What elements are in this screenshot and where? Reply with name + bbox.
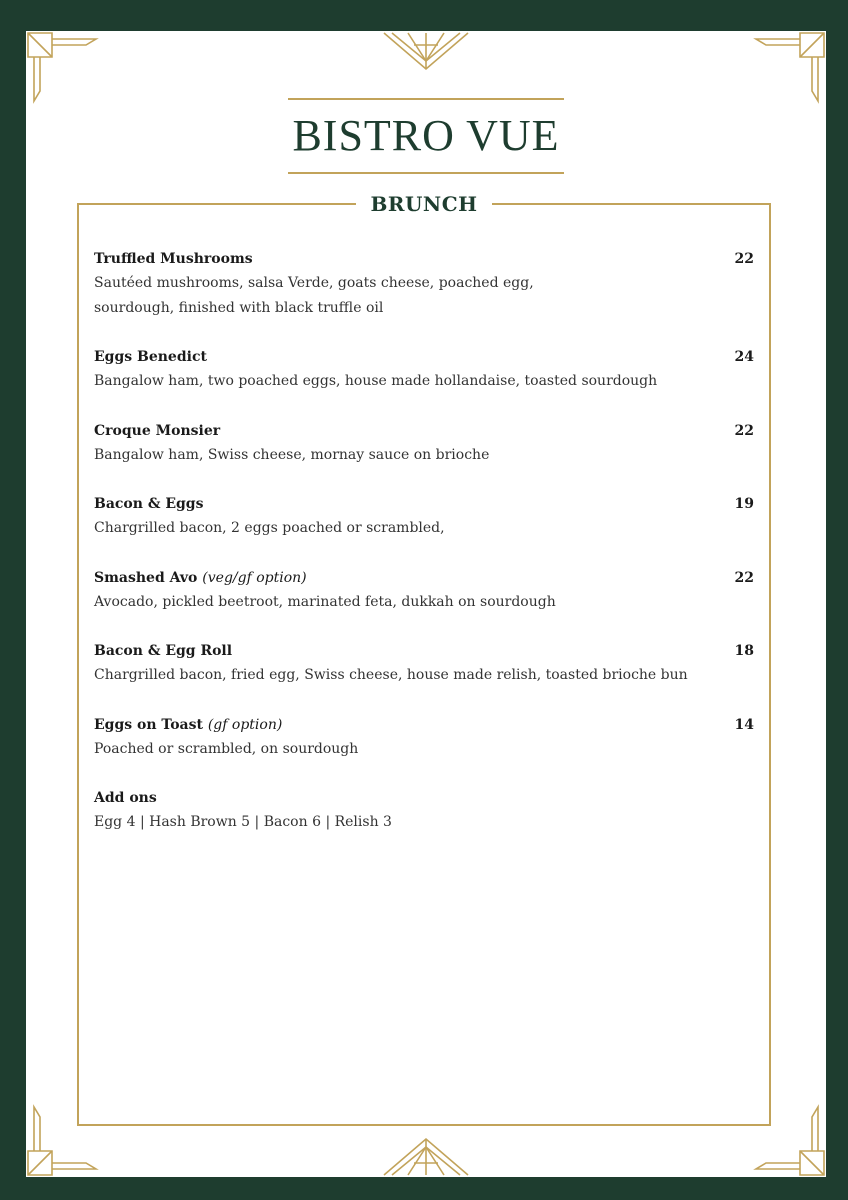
item-name: Croque Monsier — [94, 422, 221, 439]
menu-item — [94, 247, 754, 320]
menu-item — [94, 345, 754, 394]
item-note: (veg/gf option) — [202, 569, 307, 586]
item-price: 22 — [734, 251, 754, 267]
item-price: 24 — [734, 349, 754, 365]
add-ons-list: Egg 4 | Hash Brown 5 | Bacon 6 | Relish 3 — [94, 814, 392, 830]
menu-items-list — [94, 247, 754, 860]
restaurant-name: BISTRO VUE — [292, 111, 560, 160]
item-note: (gf option) — [207, 716, 283, 733]
item-description: Poached or scrambled, on sourdough — [94, 740, 359, 757]
item-name: Bacon & Egg Roll — [94, 643, 233, 659]
item-name: Eggs on Toast (gf option) — [94, 716, 283, 733]
corner-ornament-top-right — [756, 33, 824, 101]
fan-ornament-top — [384, 33, 468, 69]
item-description: Bangalow ham, two poached eggs, house made hollandaise, toasted sourdough — [94, 373, 658, 389]
menu-item — [94, 639, 754, 688]
menu-item — [94, 492, 754, 541]
item-description: Avocado, pickled beetroot, marinated feta, dukkah on sourdough — [94, 593, 556, 610]
menu-item — [94, 566, 754, 615]
section-title: BRUNCH — [356, 191, 492, 217]
item-name: Smashed Avo (veg/gf option) — [94, 569, 307, 586]
menu-item — [94, 713, 754, 762]
item-price: 19 — [734, 496, 754, 512]
item-name: Truffled Mushrooms — [94, 251, 253, 267]
menu-item — [94, 419, 754, 468]
item-description: Bangalow ham, Swiss cheese, mornay sauce on brioche — [94, 446, 490, 463]
corner-ornament-top-left — [28, 33, 96, 101]
restaurant-title-frame — [288, 98, 564, 174]
fan-ornament-bottom — [384, 1139, 468, 1175]
item-description: Chargrilled bacon, 2 eggs poached or scrambled, — [94, 520, 445, 536]
add-ons-title: Add ons — [94, 790, 157, 806]
item-price: 22 — [734, 422, 754, 439]
item-description: Sautéed mushrooms, salsa Verde, goats cheese, poached egg, sourdough, finished with black truffle oil — [94, 275, 534, 316]
item-name: Bacon & Eggs — [94, 496, 204, 512]
item-price: 14 — [734, 716, 754, 733]
menu-page — [26, 31, 826, 1177]
item-price: 22 — [734, 569, 754, 586]
item-name: Eggs Benedict — [94, 349, 207, 365]
add-ons — [94, 786, 754, 835]
item-description: Chargrilled bacon, fried egg, Swiss cheese, house made relish, toasted brioche bun — [94, 667, 688, 683]
item-price: 18 — [734, 643, 754, 659]
